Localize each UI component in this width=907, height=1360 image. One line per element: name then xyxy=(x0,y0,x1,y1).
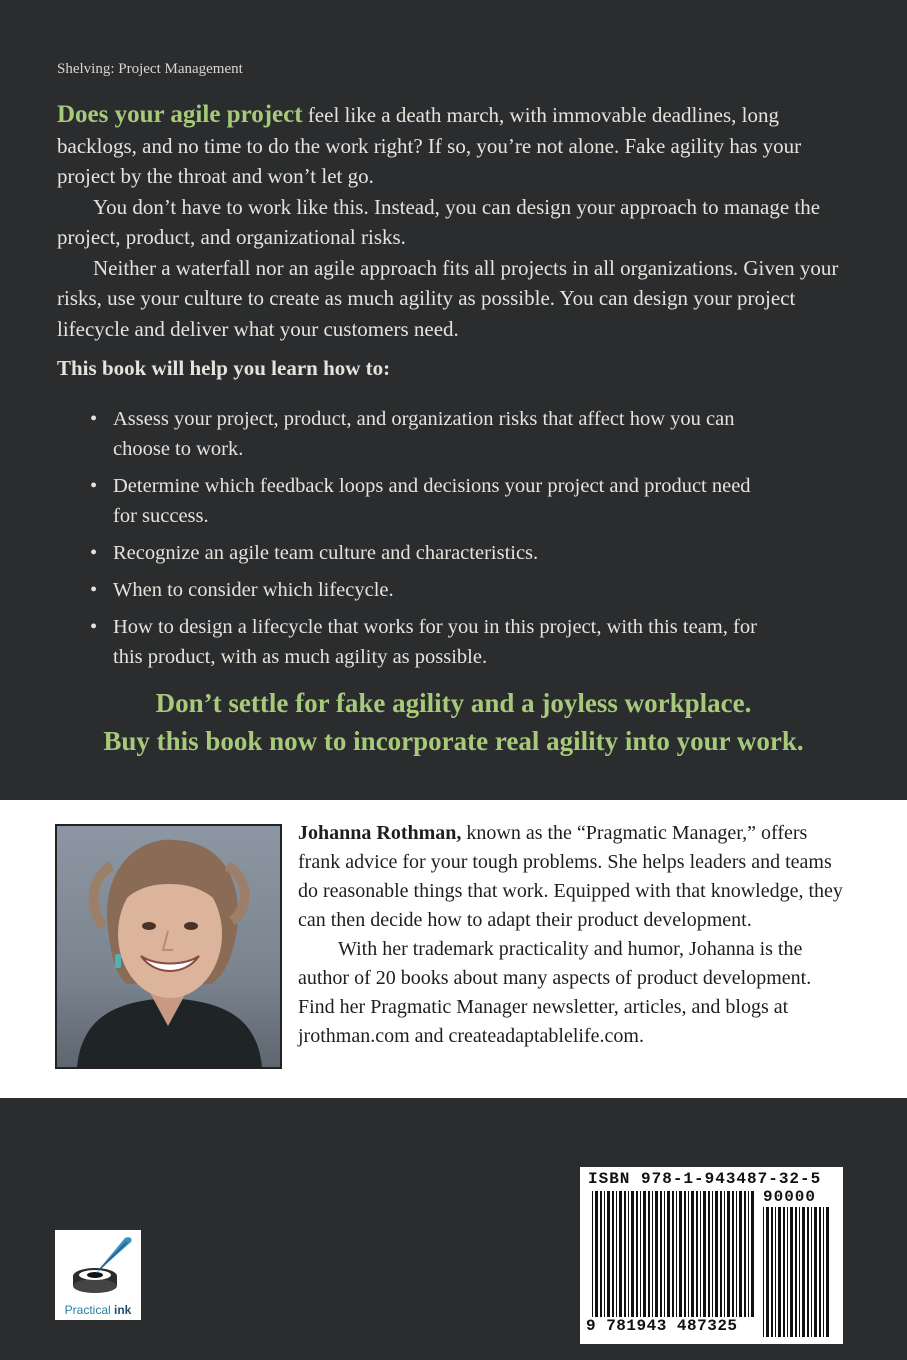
bullet-icon: • xyxy=(90,542,98,564)
bullet-icon: • xyxy=(90,579,98,601)
publisher-name xyxy=(55,1303,141,1317)
intro-paragraph-3: Neither a waterfall nor an agile approach fits all projects in all organizations. Given your risks, use your culture to create as much agility as possible. You can design your project lifecycle and deliver what your customers need. xyxy=(57,255,839,341)
isbn-number: ISBN 978-1-943487-32-5 xyxy=(588,1170,822,1188)
list-item-text: How to design a lifecycle that works for you in this project, with this team, for this product, with as much agility as possible. xyxy=(113,616,757,668)
list-item xyxy=(90,538,770,568)
list-item xyxy=(90,404,770,464)
intro-lead-phrase: Does your agile project xyxy=(57,101,303,128)
price-code: 90000 xyxy=(763,1188,817,1206)
learn-list xyxy=(90,404,770,679)
list-item xyxy=(90,612,770,672)
ean-barcode-bars xyxy=(592,1191,756,1317)
call-to-action-line-2: Buy this book now to incorporate real agility into your work. xyxy=(103,726,804,756)
call-to-action-line-1: Don’t settle for fake agility and a joyless workplace. xyxy=(155,688,752,718)
bullet-icon: • xyxy=(90,616,98,638)
list-item xyxy=(90,471,770,531)
list-item xyxy=(90,575,770,605)
list-item-text: When to consider which lifecycle. xyxy=(113,579,394,601)
shelving-category: Shelving: Project Management xyxy=(57,61,243,77)
back-cover-bottom-panel xyxy=(0,1098,907,1360)
bullet-icon: • xyxy=(90,408,98,430)
inkwell-quill-icon xyxy=(55,1230,141,1300)
addon-barcode-bars xyxy=(763,1207,831,1337)
bio-paragraph-1-text: known as the “Pragmatic Manager,” offers frank advice for your tough problems. She helps leaders and teams do reasonable things that work. Equipped with that knowledge, they can then decide how to adapt their product development. xyxy=(298,822,843,931)
isbn-barcode xyxy=(580,1167,843,1344)
list-item-text: Determine which feedback loops and decisions your project and product need for success. xyxy=(113,475,751,527)
list-item-text: Recognize an agile team culture and characteristics. xyxy=(113,542,539,564)
publisher-name-part-1: Practical xyxy=(64,1303,111,1317)
intro-paragraph-2: You don’t have to work like this. Instead, you can design your approach to manage the project, product, and organizational risks. xyxy=(57,194,821,249)
bio-paragraph-1 xyxy=(298,819,850,935)
ean-digits: 9 781943 487325 xyxy=(586,1317,738,1335)
intro-paragraph-1 xyxy=(57,100,857,192)
author-portrait-illustration xyxy=(57,826,280,1067)
author-panel xyxy=(0,800,907,1098)
publisher-name-part-2: ink xyxy=(114,1303,132,1317)
intro-text xyxy=(57,100,857,344)
learn-heading: This book will help you learn how to: xyxy=(57,356,391,380)
author-photo xyxy=(55,824,282,1069)
bullet-icon: • xyxy=(90,475,98,497)
author-name: Johanna Rothman, xyxy=(298,822,462,844)
author-bio xyxy=(298,819,850,1051)
bio-paragraph-2: With her trademark practicality and humor, Johanna is the author of 20 books about many aspects of product development. Find her Pragmatic Manager newsletter, articles, and blogs at jrothman.com and createadaptablelife.com. xyxy=(298,938,812,1047)
publisher-logo xyxy=(55,1230,141,1320)
intro-paragraph-1-text: feel like a death march, with immovable deadlines, long backlogs, and no time to do the work right? If so, you’re not alone. Fake agility has your project by the throat and won’t let go. xyxy=(57,103,802,188)
list-item-text: Assess your project, product, and organization risks that affect how you can choose to work. xyxy=(113,408,735,460)
